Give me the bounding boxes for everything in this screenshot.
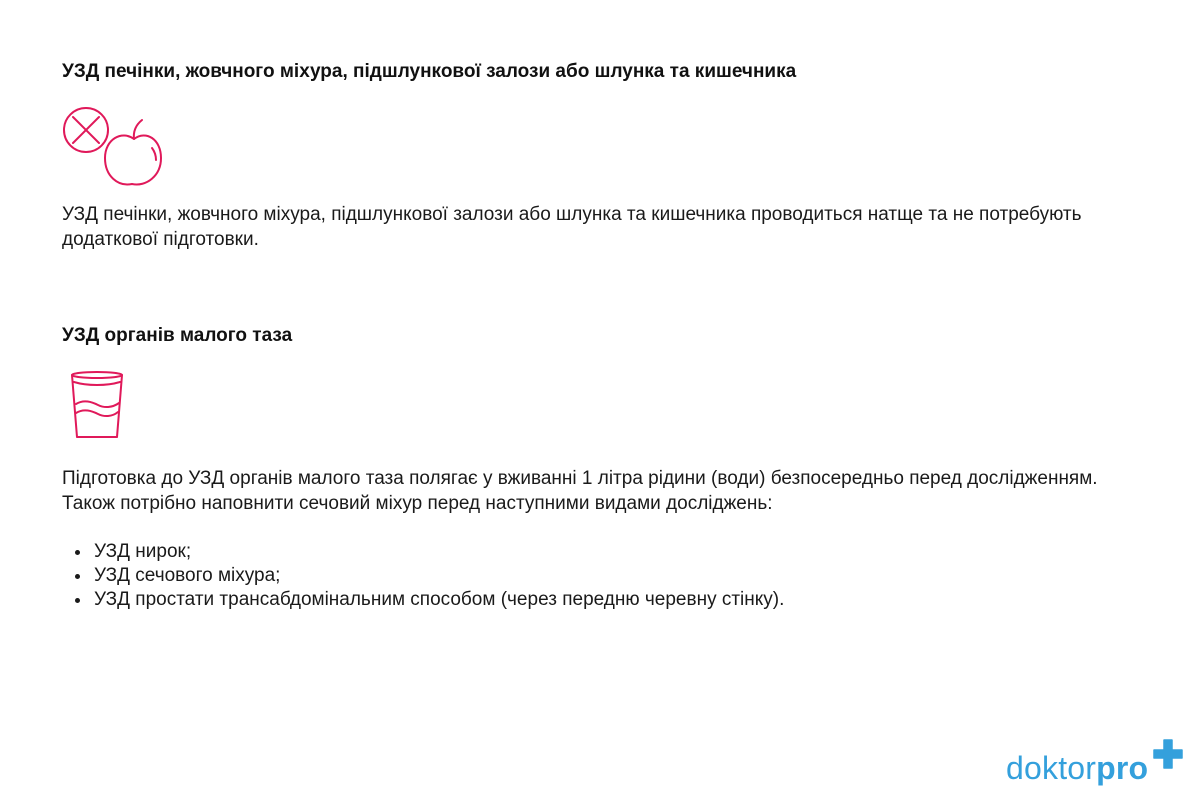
section-body: Підготовка до УЗД органів малого таза полягає у вживанні 1 літра рідини (води) безпосередньо перед дослідженням. Також потрібно наповнити сечовий міхур перед наступними видами досліджень: <box>62 468 1098 514</box>
glass-of-water-icon <box>62 370 132 442</box>
logo-part-doktor: doktor <box>1006 750 1097 786</box>
logo-part-pro: pro <box>1096 750 1149 786</box>
section-heading: УЗД печінки, жовчного міхура, підшлункової залози або шлунка та кишечника <box>62 61 797 82</box>
list-item: • УЗД сечового міхура; <box>92 564 1122 588</box>
exam-list <box>62 540 1122 612</box>
section-body: УЗД печінки, жовчного міхура, підшлункової залози або шлунка та кишечника проводиться натще та не потребують додаткової підготовки. <box>62 204 1082 250</box>
section-pelvic-ultrasound <box>62 322 1122 612</box>
no-food-icon <box>62 106 172 190</box>
section-heading: УЗД органів малого таза <box>62 325 293 346</box>
medical-plus-icon <box>1152 738 1184 775</box>
section-abdominal-ultrasound <box>62 58 1122 252</box>
list-item: • УЗД простати трансабдомінальним способом (через передню черевну стінку). <box>92 588 1122 612</box>
list-item: • УЗД нирок; <box>92 540 1122 564</box>
logo-wordmark <box>1006 748 1148 788</box>
doktorpro-logo[interactable] <box>1006 738 1186 788</box>
